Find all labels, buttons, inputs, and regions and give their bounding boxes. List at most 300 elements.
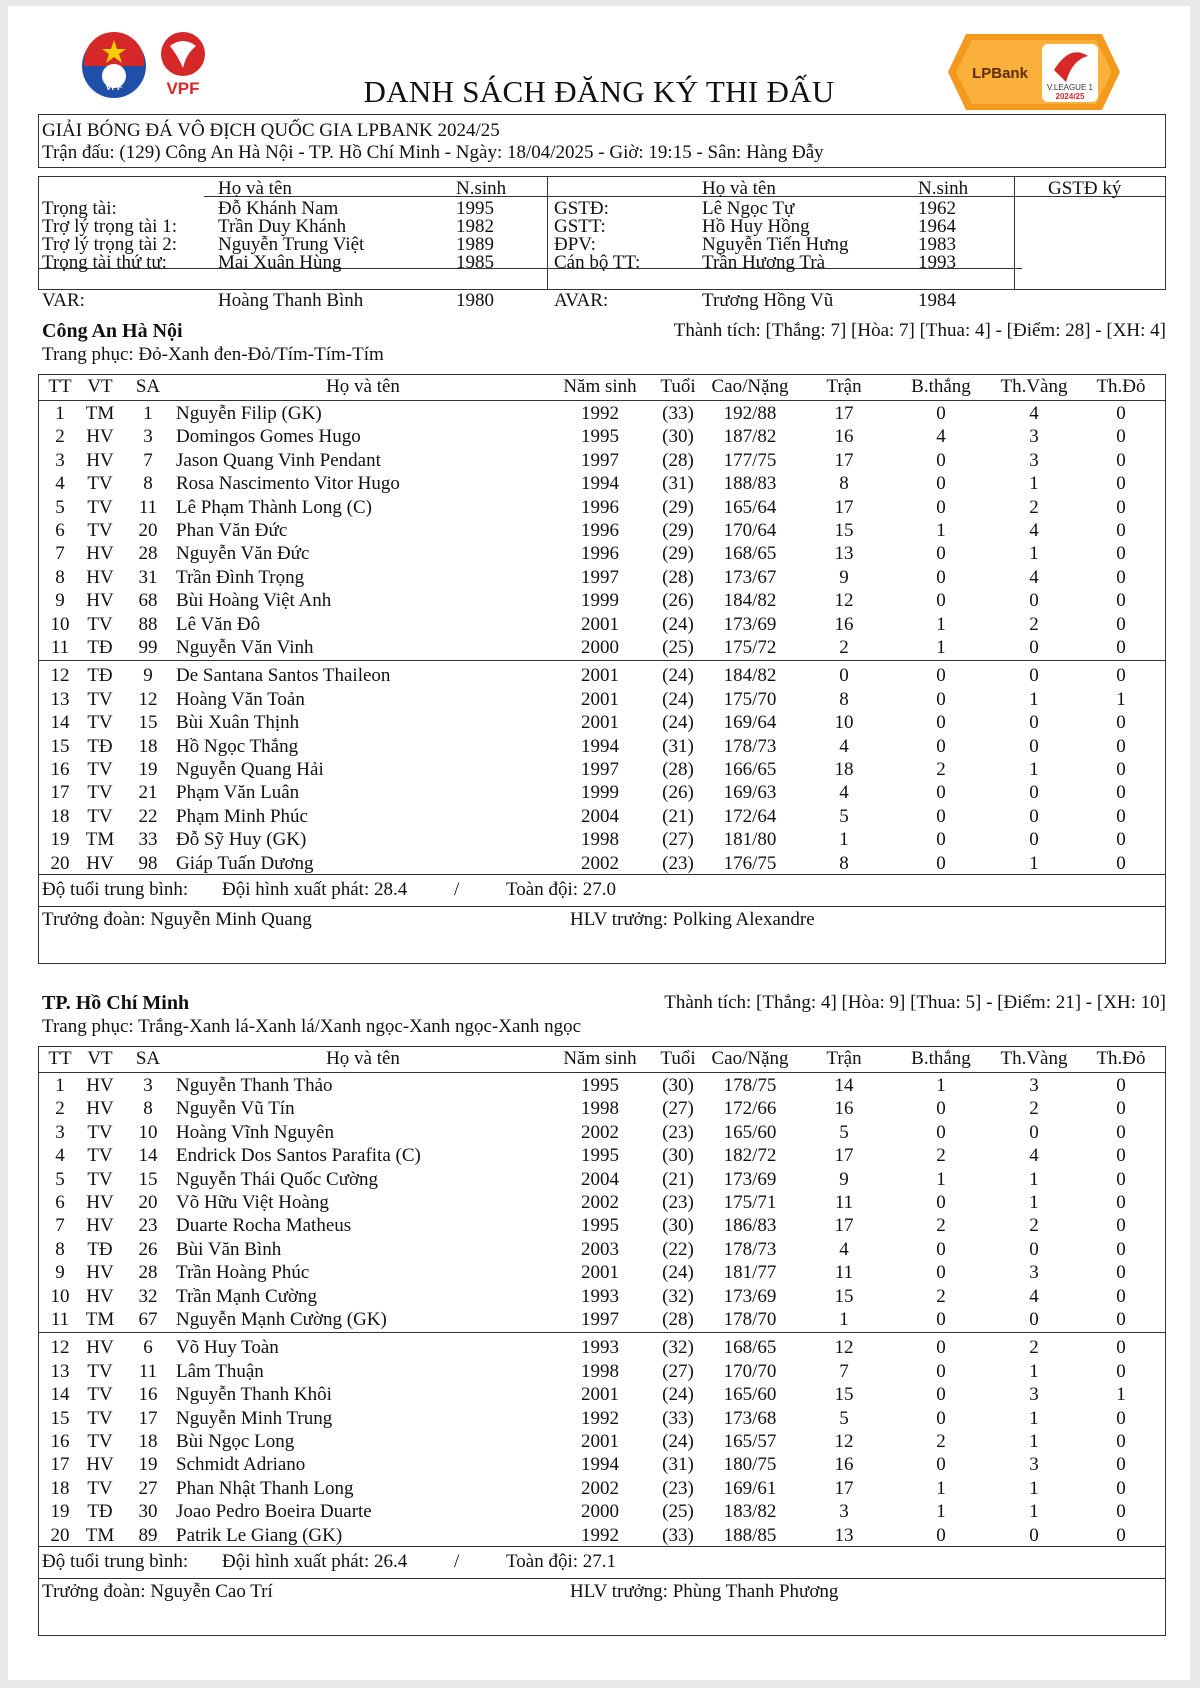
player-cell: TV: [87, 688, 113, 710]
column-header: VT: [87, 1048, 113, 1069]
player-cell: 1993: [581, 1285, 619, 1307]
player-name: Bùi Hoàng Việt Anh: [176, 590, 332, 612]
player-name: Nguyễn Filip (GK): [176, 403, 322, 424]
player-cell: 0: [936, 1098, 946, 1120]
player-cell: 1999: [581, 782, 619, 804]
player-cell: 1: [839, 829, 849, 851]
official-role: GSTĐ:: [554, 198, 609, 219]
player-cell: 0: [1116, 426, 1126, 448]
player-cell: 0: [1116, 637, 1126, 658]
player-cell: 0: [936, 1454, 946, 1476]
player-cell: 28: [138, 1262, 158, 1284]
player-row: [8, 1360, 1190, 1383]
player-cell: 1: [936, 1477, 946, 1499]
player-cell: 168/65: [723, 543, 777, 565]
player-cell: 165/57: [723, 1431, 777, 1452]
player-cell: 3: [143, 1075, 153, 1096]
avg-age-starting: Đội hình xuất phát: 26.4: [222, 1551, 408, 1572]
player-row: [8, 566, 1190, 589]
player-cell: TV: [87, 1121, 113, 1143]
player-cell: 20: [138, 520, 158, 541]
player-cell: (24): [662, 613, 694, 635]
official-name: Mai Xuân Hùng: [218, 252, 342, 273]
player-cell: 0: [1116, 590, 1126, 612]
player-cell: 2004: [581, 1168, 619, 1190]
player-cell: 1: [1029, 473, 1039, 495]
player-cell: 0: [1029, 829, 1039, 851]
registration-sheet: [8, 6, 1190, 1680]
player-cell: 2000: [581, 637, 619, 658]
officials-header-sign: GSTĐ ký: [1048, 178, 1122, 199]
player-cell: 1: [1029, 759, 1039, 780]
player-name: Trần Mạnh Cường: [176, 1285, 318, 1307]
player-cell: (26): [662, 590, 694, 612]
player-row: [8, 828, 1190, 851]
season-badge: 2024/25: [1055, 92, 1085, 101]
official-birth: 1964: [918, 216, 956, 237]
player-cell: 15: [50, 1407, 70, 1429]
player-cell: 0: [936, 712, 946, 734]
player-cell: 2: [55, 1098, 65, 1120]
player-cell: 169/61: [723, 1477, 777, 1499]
official-birth: 1982: [456, 216, 494, 237]
player-cell: 182/72: [723, 1145, 777, 1167]
column-header: Năm sinh: [563, 1048, 637, 1069]
player-cell: 2001: [581, 712, 619, 734]
player-cell: 1: [55, 403, 65, 424]
player-cell: HV: [86, 543, 114, 565]
column-header: SA: [135, 376, 161, 397]
player-cell: (21): [662, 1168, 694, 1190]
player-cell: 4: [1029, 566, 1039, 588]
player-cell: 166/65: [723, 759, 777, 780]
player-cell: 0: [936, 1384, 946, 1406]
column-header: B.thắng: [911, 376, 971, 397]
player-cell: 21: [138, 782, 158, 804]
player-cell: 18: [50, 805, 70, 827]
player-cell: (29): [662, 496, 694, 518]
avg-age-squad: Toàn đội: 27.0: [506, 879, 617, 900]
player-cell: (28): [662, 449, 694, 471]
player-cell: 2001: [581, 665, 619, 687]
player-cell: 1: [55, 1075, 65, 1096]
player-cell: 0: [1116, 1524, 1126, 1546]
player-name: Nguyễn Văn Đức: [176, 543, 310, 565]
avg-age-separator: /: [454, 1551, 460, 1572]
player-cell: 18: [834, 759, 854, 780]
var-name: Hoàng Thanh Bình: [218, 290, 364, 311]
player-cell: 12: [138, 688, 158, 710]
player-cell: TV: [87, 782, 113, 804]
column-header: B.thắng: [911, 1048, 971, 1069]
player-cell: 16: [138, 1384, 158, 1406]
player-cell: TĐ: [87, 1238, 113, 1260]
player-cell: 1994: [581, 473, 619, 495]
player-cell: HV: [86, 852, 114, 874]
player-cell: 5: [55, 496, 65, 518]
player-row: [8, 781, 1190, 804]
player-cell: 11: [138, 496, 158, 518]
player-row: [8, 1430, 1190, 1453]
player-cell: 11: [834, 1192, 854, 1213]
player-row: [8, 688, 1190, 711]
player-cell: 3: [1029, 1384, 1039, 1406]
player-cell: (30): [662, 1145, 694, 1167]
player-cell: 3: [1029, 449, 1039, 471]
player-row: [8, 711, 1190, 734]
player-cell: 1995: [581, 1145, 619, 1167]
player-cell: 2: [1029, 1337, 1039, 1359]
player-cell: 0: [1116, 1192, 1126, 1213]
player-cell: 172/66: [723, 1098, 777, 1120]
player-cell: 1: [936, 1075, 946, 1096]
official-role: Trợ lý trọng tài 1:: [42, 216, 177, 237]
player-cell: 1: [1029, 1360, 1039, 1382]
player-cell: 15: [138, 1168, 158, 1190]
player-cell: 1992: [581, 1524, 619, 1546]
player-cell: 187/82: [723, 426, 777, 448]
column-header: Họ và tên: [326, 376, 400, 397]
player-cell: 2004: [581, 805, 619, 827]
player-cell: 10: [138, 1121, 158, 1143]
player-name: Joao Pedro Boeira Duarte: [176, 1501, 372, 1523]
player-cell: 15: [834, 1384, 854, 1406]
player-cell: 16: [834, 613, 854, 635]
player-cell: 176/75: [723, 852, 777, 874]
official-role: Trọng tài thứ tư:: [42, 252, 167, 273]
player-cell: 1995: [581, 426, 619, 448]
player-cell: 17: [50, 1454, 70, 1476]
player-cell: 1993: [581, 1337, 619, 1359]
avar-name: Trương Hồng Vũ: [702, 290, 834, 311]
player-cell: 8: [839, 473, 849, 495]
player-cell: (24): [662, 712, 694, 734]
player-cell: 0: [1029, 1238, 1039, 1260]
player-row: [8, 735, 1190, 758]
header-divider: [38, 1072, 1166, 1073]
column-header: Th.Đỏ: [1096, 1048, 1146, 1069]
player-cell: 10: [50, 613, 70, 635]
player-cell: (24): [662, 665, 694, 687]
player-row: [8, 1524, 1190, 1547]
player-cell: 1996: [581, 496, 619, 518]
player-cell: 178/73: [723, 735, 777, 757]
player-name: Lâm Thuận: [176, 1360, 264, 1382]
player-cell: 0: [936, 1262, 946, 1284]
vpf-logo-text: VPF: [166, 79, 200, 98]
player-cell: 0: [1116, 1431, 1126, 1452]
player-cell: TĐ: [87, 637, 113, 658]
player-cell: 170/64: [723, 520, 777, 541]
player-cell: 0: [1029, 665, 1039, 687]
player-cell: (22): [662, 1238, 694, 1260]
player-cell: 0: [1116, 1477, 1126, 1499]
player-cell: 4: [839, 782, 849, 804]
player-cell: 33: [138, 829, 158, 851]
player-cell: 14: [50, 712, 70, 734]
player-cell: 2: [936, 1285, 946, 1307]
player-cell: 17: [834, 403, 854, 424]
column-header: Tuổi: [660, 1048, 696, 1069]
player-name: Phan Văn Đức: [176, 520, 288, 541]
player-cell: 0: [1029, 712, 1039, 734]
player-cell: 184/82: [723, 665, 777, 687]
player-cell: 1997: [581, 1309, 619, 1330]
player-cell: 7: [55, 1215, 65, 1237]
player-cell: 11: [138, 1360, 158, 1382]
player-cell: TV: [87, 805, 113, 827]
player-cell: 1995: [581, 1075, 619, 1096]
player-cell: 68: [138, 590, 158, 612]
player-cell: 20: [138, 1192, 158, 1213]
player-cell: 3: [143, 426, 153, 448]
player-name: Giáp Tuấn Dương: [176, 852, 314, 874]
column-header: Cao/Nặng: [711, 1048, 789, 1069]
player-cell: HV: [86, 1215, 114, 1237]
player-cell: 9: [55, 590, 65, 612]
player-cell: 0: [1116, 665, 1126, 687]
player-row: [8, 1308, 1190, 1331]
player-cell: 0: [1116, 473, 1126, 495]
player-cell: 18: [138, 735, 158, 757]
player-cell: 1997: [581, 759, 619, 780]
player-cell: 27: [138, 1477, 158, 1499]
player-cell: 169/64: [723, 712, 777, 734]
player-cell: 1998: [581, 1098, 619, 1120]
player-cell: 99: [138, 637, 158, 658]
player-cell: 0: [1116, 712, 1126, 734]
player-cell: 0: [1116, 566, 1126, 588]
team-kit: Trang phục: Trắng-Xanh lá-Xanh lá/Xanh ngọc-Xanh ngọc-Xanh ngọc: [42, 1016, 582, 1037]
officials-header-birth: N.sinh: [456, 178, 507, 199]
player-cell: 19: [50, 829, 70, 851]
player-cell: 2001: [581, 1384, 619, 1406]
player-cell: (28): [662, 759, 694, 780]
official-name: Nguyễn Trung Việt: [218, 234, 365, 255]
player-name: Phạm Văn Luân: [176, 782, 300, 804]
player-cell: 16: [834, 1454, 854, 1476]
player-name: Hoàng Văn Toản: [176, 688, 305, 710]
player-cell: 16: [50, 759, 70, 780]
player-cell: 1: [936, 637, 946, 658]
player-cell: (28): [662, 1309, 694, 1330]
player-cell: (24): [662, 688, 694, 710]
player-cell: 1994: [581, 735, 619, 757]
officials-header-name: Họ và tên: [218, 178, 292, 199]
player-cell: 0: [936, 1337, 946, 1359]
player-cell: 13: [834, 1524, 854, 1546]
player-cell: 14: [50, 1384, 70, 1406]
player-cell: TĐ: [87, 665, 113, 687]
player-row: [8, 589, 1190, 612]
player-cell: 0: [1116, 1309, 1126, 1330]
player-cell: 2002: [581, 852, 619, 874]
player-row: [8, 1285, 1190, 1308]
official-name: Hồ Huy Hồng: [702, 216, 810, 237]
player-cell: 0: [1116, 1075, 1126, 1096]
player-cell: 4: [839, 1238, 849, 1260]
player-cell: 0: [1116, 1238, 1126, 1260]
column-header: Trận: [826, 376, 862, 397]
player-row: [8, 1261, 1190, 1284]
player-cell: 16: [50, 1431, 70, 1452]
head-coach: HLV trưởng: Polking Alexandre: [570, 909, 815, 930]
player-cell: (33): [662, 403, 694, 424]
player-cell: 2: [839, 637, 849, 658]
player-cell: 22: [138, 805, 158, 827]
player-name: Phan Nhật Thanh Long: [176, 1477, 354, 1499]
player-cell: 1: [1029, 1431, 1039, 1452]
var-birth: 1980: [456, 290, 494, 311]
player-cell: 11: [50, 637, 70, 658]
player-cell: HV: [86, 449, 114, 471]
player-cell: 0: [1116, 403, 1126, 424]
player-row: [8, 1453, 1190, 1476]
player-cell: 3: [55, 1121, 65, 1143]
player-name: Bùi Xuân Thịnh: [176, 712, 300, 734]
column-header: TT: [48, 1048, 72, 1069]
player-cell: 3: [1029, 426, 1039, 448]
player-row: [8, 449, 1190, 472]
var-role: VAR:: [42, 290, 85, 311]
player-row: [8, 1074, 1190, 1097]
player-cell: TV: [87, 520, 113, 541]
player-cell: 98: [138, 852, 158, 874]
player-row: [8, 425, 1190, 448]
avg-age-squad: Toàn đội: 27.1: [506, 1551, 617, 1572]
player-cell: 2: [55, 426, 65, 448]
player-cell: 184/82: [723, 590, 777, 612]
player-cell: 1: [1029, 1477, 1039, 1499]
player-cell: (33): [662, 1407, 694, 1429]
player-cell: 0: [1029, 782, 1039, 804]
column-header: Th.Đỏ: [1096, 376, 1146, 397]
player-cell: 0: [1116, 1407, 1126, 1429]
player-cell: 17: [138, 1407, 158, 1429]
player-name: Bùi Văn Bình: [176, 1238, 282, 1260]
player-cell: 1997: [581, 449, 619, 471]
player-cell: 4: [1029, 403, 1039, 424]
player-row: [8, 1383, 1190, 1406]
player-cell: 2001: [581, 688, 619, 710]
player-name: Domingos Gomes Hugo: [176, 426, 361, 448]
player-cell: 0: [1029, 735, 1039, 757]
player-cell: 0: [1116, 449, 1126, 471]
player-cell: 0: [936, 1309, 946, 1330]
player-cell: 15: [834, 1285, 854, 1307]
player-cell: 172/64: [723, 805, 777, 827]
player-cell: 5: [839, 1407, 849, 1429]
player-cell: 89: [138, 1524, 158, 1546]
player-cell: 9: [839, 566, 849, 588]
player-cell: 11: [834, 1262, 854, 1284]
player-cell: 5: [55, 1168, 65, 1190]
player-cell: 175/70: [723, 688, 777, 710]
player-cell: (24): [662, 1384, 694, 1406]
player-cell: 0: [1029, 1309, 1039, 1330]
player-name: Lê Văn Đô: [176, 613, 261, 635]
column-header: Tuổi: [660, 376, 696, 397]
player-cell: 2002: [581, 1121, 619, 1143]
official-name: Nguyễn Tiến Hưng: [702, 234, 849, 255]
player-name: Patrik Le Giang (GK): [176, 1524, 343, 1546]
player-cell: 0: [936, 1407, 946, 1429]
player-cell: 0: [936, 829, 946, 851]
player-cell: 1992: [581, 403, 619, 424]
player-cell: (23): [662, 1121, 694, 1143]
player-cell: 0: [936, 805, 946, 827]
player-cell: (33): [662, 1524, 694, 1546]
player-cell: 4: [1029, 1145, 1039, 1167]
team-record: Thành tích: [Thắng: 7] [Hòa: 7] [Thua: 4] - [Điểm: 28] - [XH: 4]: [673, 320, 1166, 341]
player-cell: (31): [662, 1454, 694, 1476]
player-cell: 0: [936, 735, 946, 757]
player-cell: 0: [1116, 1168, 1126, 1190]
player-cell: 181/77: [723, 1262, 777, 1284]
player-cell: 13: [50, 688, 70, 710]
player-cell: 2: [936, 1431, 946, 1452]
player-cell: 0: [1116, 1098, 1126, 1120]
player-cell: 180/75: [723, 1454, 777, 1476]
player-cell: 183/82: [723, 1501, 777, 1523]
player-cell: 1: [1029, 1407, 1039, 1429]
official-birth: 1985: [456, 252, 494, 273]
header-divider: [38, 400, 1166, 401]
player-cell: 178/73: [723, 1238, 777, 1260]
player-cell: (26): [662, 782, 694, 804]
player-cell: 18: [138, 1431, 158, 1452]
player-cell: 165/64: [723, 496, 777, 518]
player-cell: HV: [86, 590, 114, 612]
player-cell: 0: [1116, 520, 1126, 541]
official-role: GSTT:: [554, 216, 606, 237]
player-cell: 8: [55, 1238, 65, 1260]
player-cell: (24): [662, 1262, 694, 1284]
player-cell: 1: [1029, 543, 1039, 565]
player-cell: 17: [834, 496, 854, 518]
player-cell: 0: [936, 449, 946, 471]
player-cell: 1: [1116, 688, 1126, 710]
player-cell: HV: [86, 1192, 114, 1213]
player-row: [8, 1097, 1190, 1120]
player-cell: 178/75: [723, 1075, 777, 1096]
player-cell: HV: [86, 1098, 114, 1120]
player-cell: 1: [936, 520, 946, 541]
staff-divider: [38, 906, 1166, 907]
player-name: Nguyễn Vũ Tín: [176, 1098, 295, 1120]
player-cell: 7: [55, 543, 65, 565]
player-cell: 3: [839, 1501, 849, 1523]
player-cell: 1: [839, 1309, 849, 1330]
player-cell: HV: [86, 426, 114, 448]
player-cell: 23: [138, 1215, 158, 1237]
player-row: [8, 519, 1190, 542]
player-cell: 12: [50, 665, 70, 687]
player-cell: 0: [1116, 1262, 1126, 1284]
player-cell: 12: [834, 1431, 854, 1452]
column-header: Họ và tên: [326, 1048, 400, 1069]
player-row: [8, 402, 1190, 425]
player-row: [8, 496, 1190, 519]
team-manager: Trưởng đoàn: Nguyễn Minh Quang: [42, 909, 312, 930]
player-cell: 165/60: [723, 1384, 777, 1406]
team-name: Công An Hà Nội: [42, 320, 183, 342]
player-cell: 32: [138, 1285, 158, 1307]
player-cell: 8: [143, 1098, 153, 1120]
player-cell: 1: [1029, 1192, 1039, 1213]
player-cell: 0: [1116, 852, 1126, 874]
official-name: Đỗ Khánh Nam: [218, 198, 339, 219]
